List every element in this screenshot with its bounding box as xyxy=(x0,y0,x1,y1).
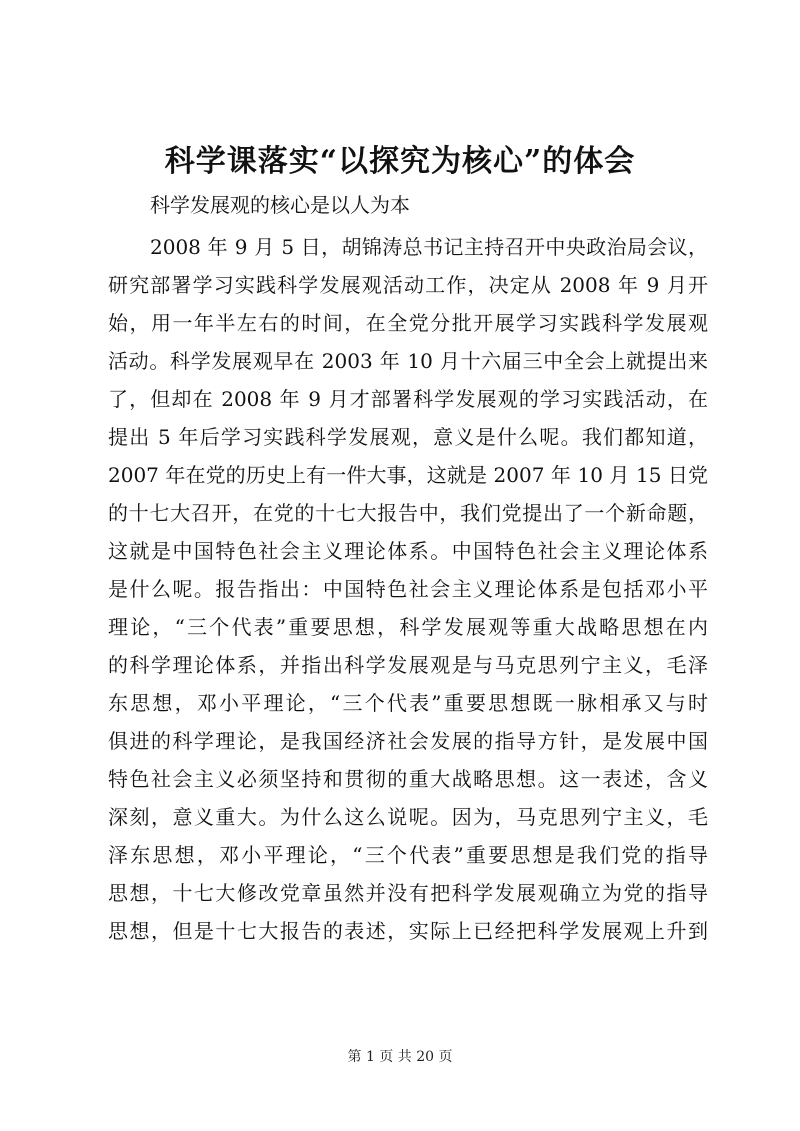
body-line: 提出 5 年后学习实践科学发展观，意义是什么呢。我们都知道， xyxy=(108,425,708,449)
document-subtitle: 科学发展观的核心是以人为本 xyxy=(150,193,410,217)
body-line: 了，但却在 2008 年 9 月才部署科学发展观的学习实践活动，在 xyxy=(108,387,708,411)
body-line: 东思想，邓小平理论，“三个代表”重要思想既一脉相承又与时 xyxy=(108,691,708,715)
page-footer: 第 1 页 共 20 页 xyxy=(347,1049,453,1065)
body-line: 俱进的科学理论，是我国经济社会发展的指导方针，是发展中国 xyxy=(108,729,708,753)
body-paragraph xyxy=(108,228,708,950)
body-line: 泽东思想，邓小平理论，“三个代表”重要思想是我们党的指导 xyxy=(108,843,708,867)
body-line: 思想，十七大修改党章虽然并没有把科学发展观确立为党的指导 xyxy=(108,881,708,905)
body-line: 2007 年在党的历史上有一件大事，这就是 2007 年 10 月 15 日党 xyxy=(108,463,708,487)
body-line: 活动。科学发展观早在 2003 年 10 月十六届三中全会上就提出来 xyxy=(108,349,708,373)
body-line: 是什么呢。报告指出：中国特色社会主义理论体系是包括邓小平 xyxy=(108,577,708,601)
body-line: 的科学理论体系，并指出科学发展观是与马克思列宁主义，毛泽 xyxy=(108,653,708,677)
document-title: 科学课落实“以探究为核心”的体会 xyxy=(164,144,636,179)
body-line: 这就是中国特色社会主义理论体系。中国特色社会主义理论体系 xyxy=(108,539,708,563)
body-line: 2008 年 9 月 5 日，胡锦涛总书记主持召开中央政治局会议， xyxy=(150,235,708,259)
body-line: 的十七大召开，在党的十七大报告中，我们党提出了一个新命题， xyxy=(108,501,708,525)
body-line: 深刻，意义重大。为什么这么说呢。因为，马克思列宁主义，毛 xyxy=(108,805,708,829)
body-line: 特色社会主义必须坚持和贯彻的重大战略思想。这一表述，含义 xyxy=(108,767,708,791)
body-line: 始，用一年半左右的时间，在全党分批开展学习实践科学发展观 xyxy=(108,311,708,335)
body-line: 理论，“三个代表”重要思想，科学发展观等重大战略思想在内 xyxy=(108,615,708,639)
body-line: 研究部署学习实践科学发展观活动工作，决定从 2008 年 9 月开 xyxy=(108,273,708,297)
body-line: 思想，但是十七大报告的表述，实际上已经把科学发展观上升到 xyxy=(108,919,708,943)
